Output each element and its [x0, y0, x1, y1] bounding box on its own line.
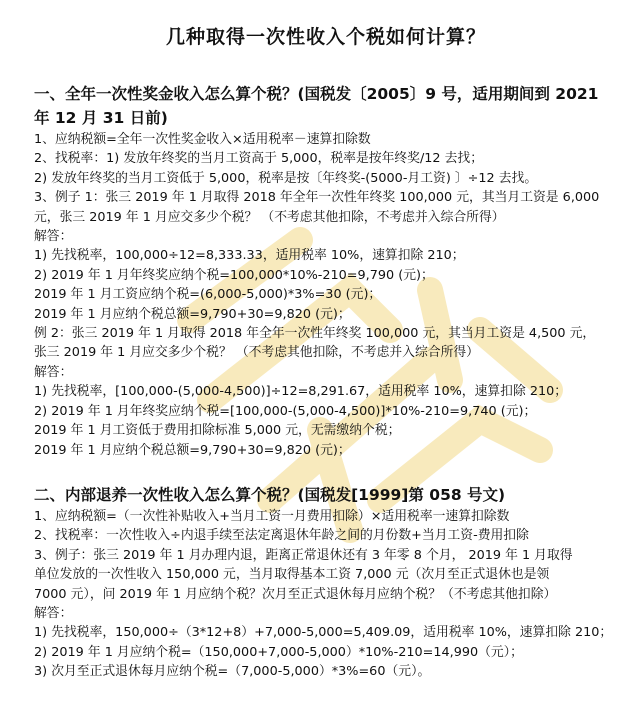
section-2 — [34, 483, 618, 682]
body-line: 1) 先找税率，[100,000-(5,000-4,500)]÷12=8,291.67，适用税率 10%，速算扣除 210； — [34, 384, 568, 400]
body-line: 3) 次月至正式退休每月应纳个税=（7,000-5,000）*3%=60（元）。 — [34, 664, 431, 680]
body-line: 2) 2019 年 1 月年终奖应纳个税=100,000*10%-210=9,790 (元)； — [34, 267, 434, 283]
body-line: 2) 2019 年 1 月年终奖应纳个税=[100,000-(5,000-4,500)]*10%-210=9,740 (元)； — [34, 403, 537, 419]
answer-label: 解答： — [34, 364, 73, 380]
body-line: 单位发放的一次性收入 150,000 元，当月取得基本工资 7,000 元（次月至正式退休也是领 — [34, 567, 550, 583]
section-1-heading-line: 年 12 月 31 日前) — [34, 109, 168, 127]
body-line: 1、应纳税额=（一次性补贴收入+当月工资一月费用扣除）×适用税率一速算扣除数 — [34, 508, 510, 524]
body-line: 2、找税率：1) 发放年终奖的当月工资高于 5,000，税率是按年终奖/12 去找； — [34, 151, 484, 167]
body-line: 2、找税率：一次性收入÷内退手续至法定离退休年龄之间的月份数+当月工资-费用扣除 — [34, 528, 529, 544]
answer-label: 解答： — [34, 605, 73, 621]
body-line: 2019 年 1 月工资应纳个税=(6,000-5,000)*3%=30 (元)； — [34, 287, 382, 303]
body-line: 元，张三 2019 年 1 月应交多少个税？ （不考虑其他扣除，不考虑并入综合所得） — [34, 209, 505, 225]
body-line: 2019 年 1 月应纳个税总额=9,790+30=9,820 (元)； — [34, 306, 351, 322]
body-line: 2019 年 1 月工资低于费用扣除标准 5,000 元，无需缴纳个税； — [34, 423, 401, 439]
body-line: 张三 2019 年 1 月应交多少个税？ （不考虑其他扣除，不考虑并入综合所得） — [34, 345, 479, 361]
body-line: 7000 元），问 2019 年 1 月应纳个税？次月至正式退休每月应纳个税？（不考虑其他扣除） — [34, 586, 557, 602]
section-2-heading: 二、内部退养一次性收入怎么算个税？(国税发[1999]第 058 号文) — [34, 485, 506, 504]
body-line: 3、例子 1：张三 2019 年 1 月取得 2018 年全年一次性年终奖 100,000 元，其当月工资是 6,000 — [34, 190, 600, 206]
section-1 — [34, 82, 618, 460]
answer-label: 解答： — [34, 229, 73, 245]
document-title: 几种取得一次性收入个税如何计算？ — [165, 26, 486, 48]
body-line: 例 2：张三 2019 年 1 月取得 2018 年全年一次性年终奖 100,000 元，其当月工资是 4,500 元， — [34, 326, 596, 342]
body-line: 2) 2019 年 1 月应纳个税=（150,000+7,000-5,000）*10%-210=14,990（元）； — [34, 644, 523, 660]
body-line: 1) 先找税率，150,000÷（3*12+8）+7,000-5,000=5,409.09，适用税率 10%，速算扣除 210； — [34, 625, 613, 641]
body-line: 3、例子：张三 2019 年 1 月办理内退，距离正常退休还有 3 年零 8 个月， 2019 年 1 月取得 — [34, 547, 573, 563]
section-1-heading-line: 一、全年一次性奖金收入怎么算个税？(国税发〔2005〕9 号，适用期间到 2021 — [34, 85, 599, 103]
body-line: 2) 发放年终奖的当月工资低于 5,000，税率是按〔年终奖-(5000-月工资) 〕÷12 去找。 — [34, 170, 538, 186]
body-line: 1、应纳税额=全年一次性奖金收入×适用税率－速算扣除数 — [34, 132, 371, 147]
body-line: 2019 年 1 月应纳个税总额=9,790+30=9,820 (元)； — [34, 442, 351, 458]
body-line: 1) 先找税率，100,000÷12=8,333.33，适用税率 10%，速算扣除 210； — [34, 248, 465, 264]
